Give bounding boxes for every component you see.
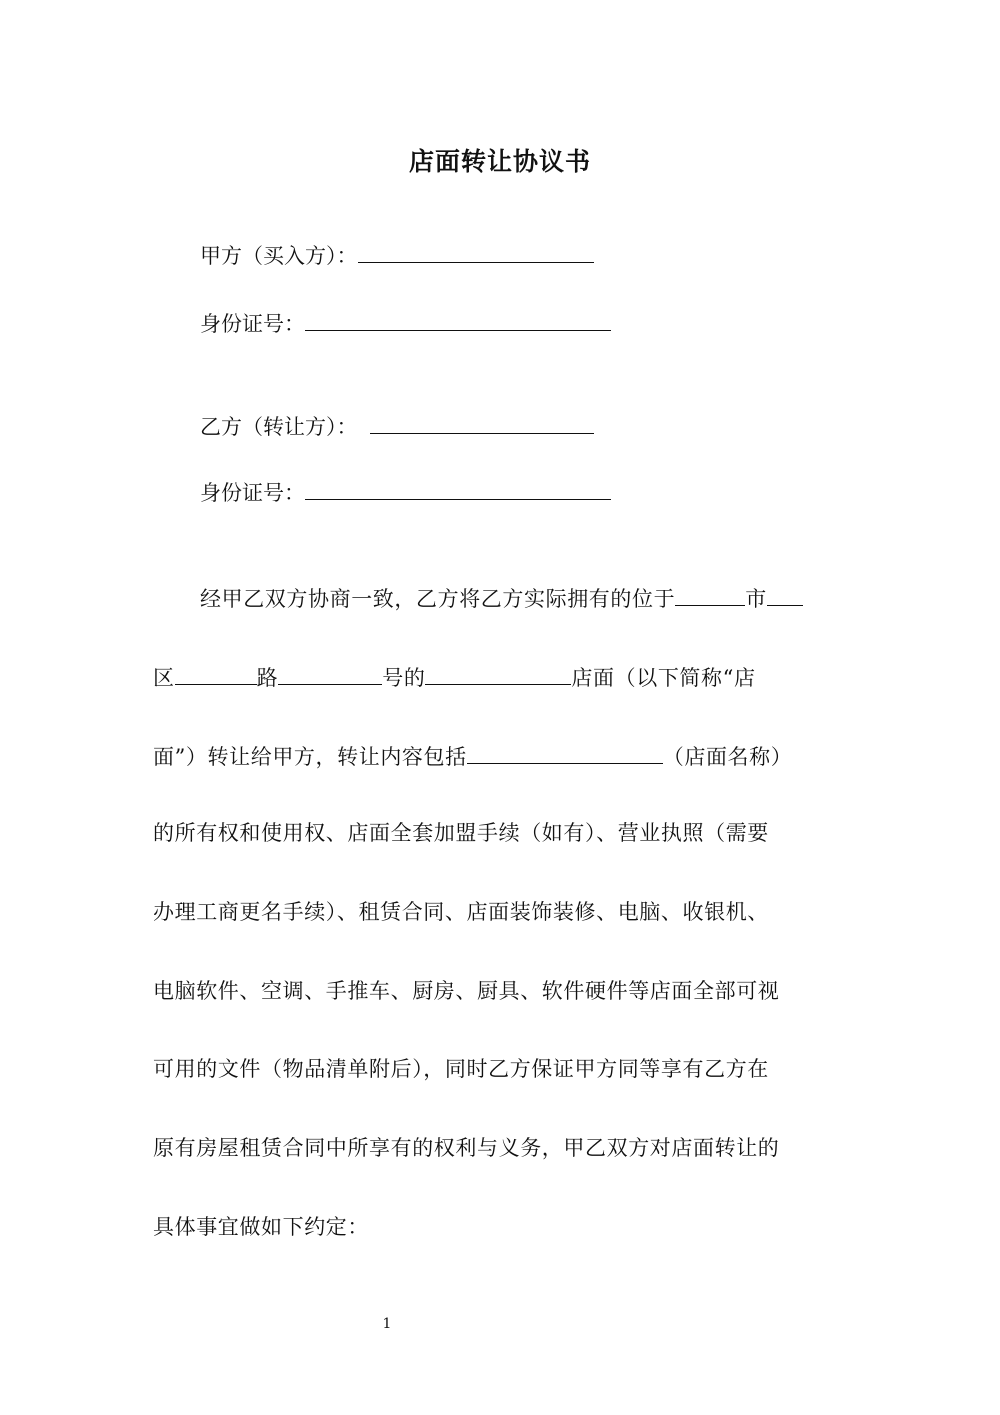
party-a-id-blank — [305, 304, 611, 331]
party-b-blank — [370, 407, 594, 434]
body-text: 面”）转让给甲方，转让内容包括 — [153, 745, 467, 769]
store-blank — [425, 658, 571, 685]
body-line-3 — [153, 737, 792, 775]
store-name-blank — [467, 737, 663, 764]
road-blank — [175, 658, 257, 685]
party-b-id-label: 身份证号： — [200, 481, 305, 505]
body-line-7: 可用的文件（物品清单附后），同时乙方保证甲方同等享有乙方在 — [153, 1057, 769, 1081]
body-line-2 — [153, 658, 756, 696]
body-line-6: 电脑软件、空调、手推车、厨房、厨具、软件硬件等店面全部可视 — [153, 979, 780, 1003]
body-text: 号的 — [382, 666, 426, 690]
city-blank — [675, 579, 745, 606]
body-line-1 — [200, 579, 803, 617]
party-b-id-blank — [305, 473, 611, 500]
body-text: 路 — [256, 666, 279, 690]
party-b-id-field — [200, 473, 611, 509]
party-a-field — [200, 236, 594, 272]
body-text: 店面（以下简称“店 — [571, 666, 756, 690]
page-number: 1 — [382, 1316, 392, 1332]
party-a-id-label: 身份证号： — [200, 312, 305, 336]
party-b-label: 乙方（转让方）： — [200, 415, 358, 439]
body-line-5: 办理工商更名手续）、租赁合同、店面装饰装修、电脑、收银机、 — [153, 900, 769, 924]
party-a-blank — [358, 236, 594, 263]
party-b-field — [200, 407, 594, 443]
body-line-4: 的所有权和使用权、店面全套加盟手续（如有）、营业执照（需要 — [153, 821, 769, 845]
number-blank — [278, 658, 382, 685]
body-line-8: 原有房屋租赁合同中所享有的权利与义务，甲乙双方对店面转让的 — [153, 1136, 780, 1160]
body-line-9: 具体事宜做如下约定： — [153, 1215, 369, 1239]
party-a-id-field — [200, 304, 611, 340]
document-title: 店面转让协议书 — [408, 147, 591, 176]
body-text: 市 — [745, 587, 767, 611]
body-text: 区 — [153, 666, 175, 690]
body-text: （店面名称） — [662, 745, 793, 769]
body-text: 经甲乙双方协商一致，乙方将乙方实际拥有的位于 — [200, 587, 676, 611]
district-blank — [767, 579, 803, 606]
party-a-label: 甲方（买入方）： — [200, 244, 358, 268]
